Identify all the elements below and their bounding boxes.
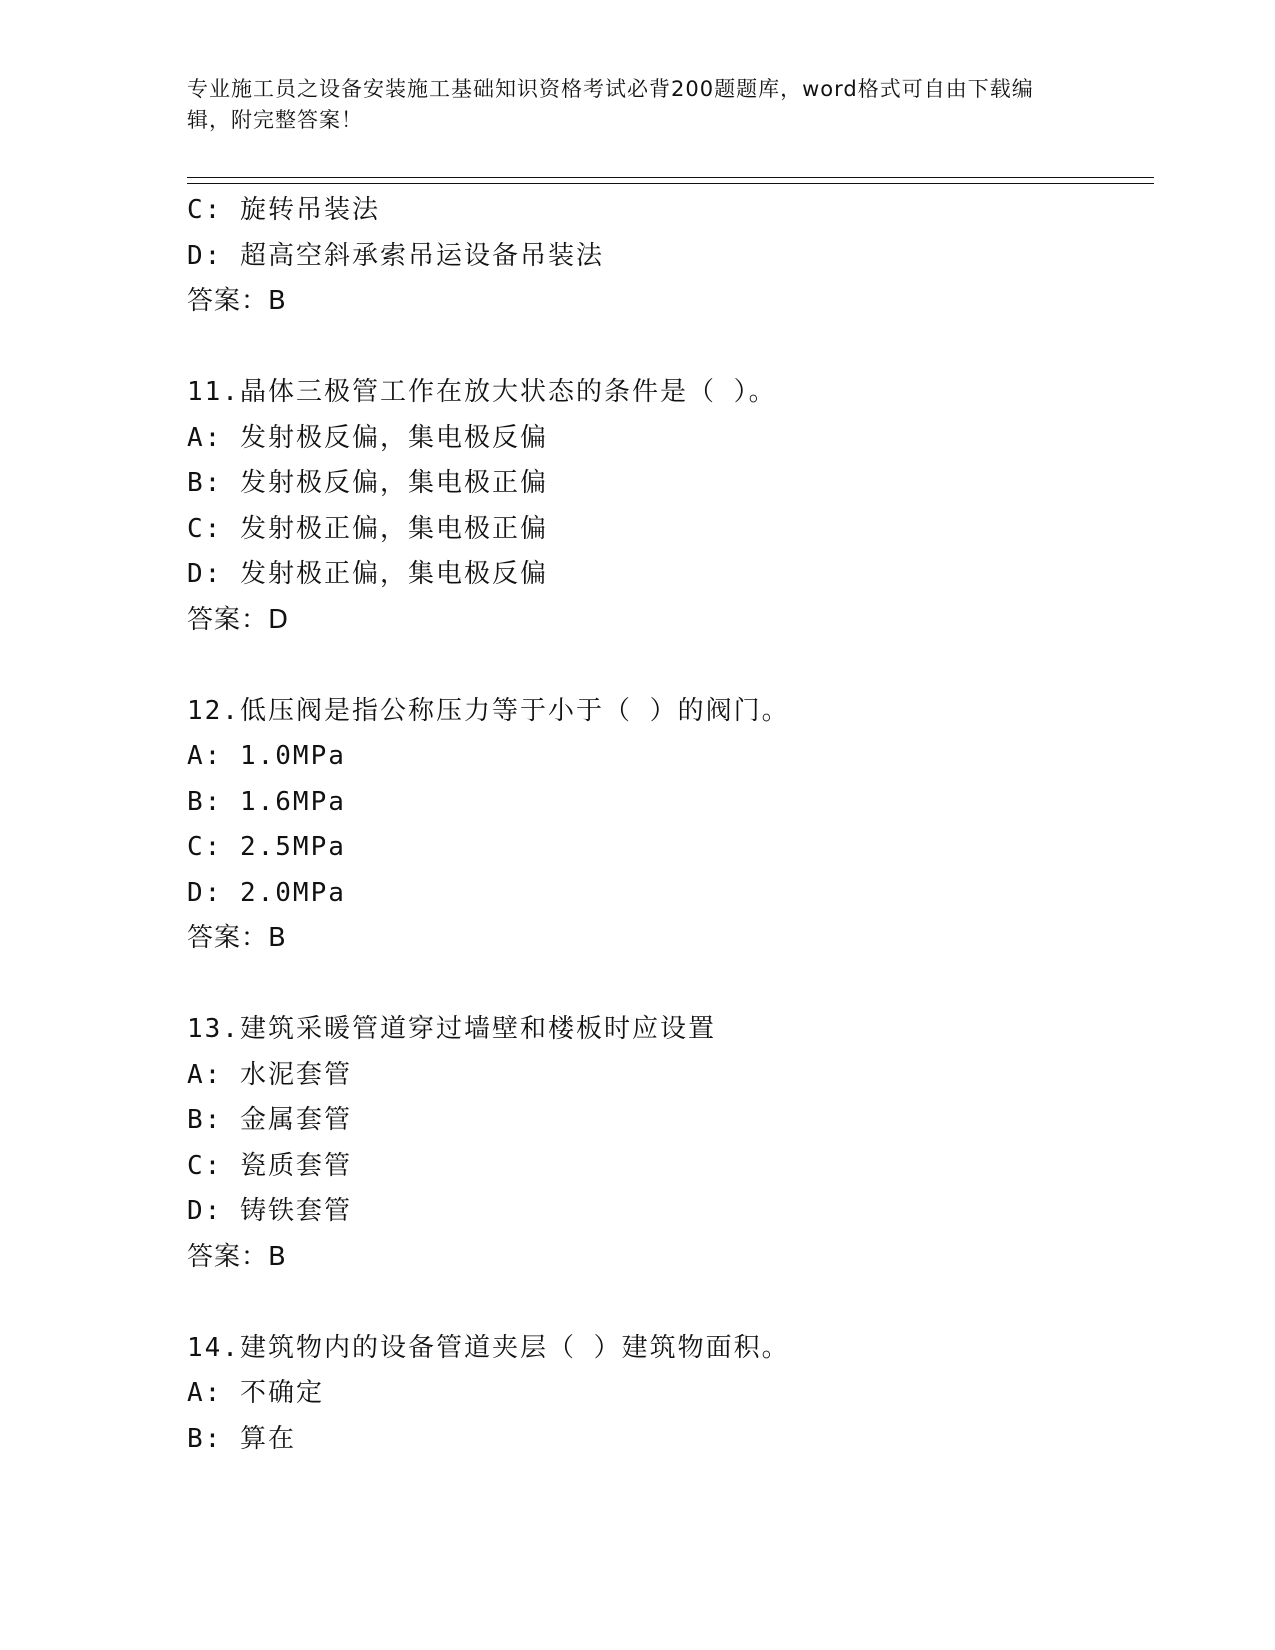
option-c: C: 发射极正偏，集电极正偏 <box>187 513 548 544</box>
spacer <box>187 1280 1147 1326</box>
option-c: C: 旋转吊装法 <box>187 195 380 225</box>
question-block-14 <box>187 1326 1147 1463</box>
spacer <box>187 643 1147 689</box>
option-d: D: 铸铁套管 <box>187 1196 352 1226</box>
header-divider-top <box>187 177 1154 178</box>
option-c: C: 2.5MPa <box>187 832 346 862</box>
question-list <box>187 188 1147 1462</box>
option-a: A: 水泥套管 <box>187 1059 352 1090</box>
document-header: 专业施工员之设备安装施工基础知识资格考试必背200题题库，word格式可自由下载编辑，附完整答案！ <box>187 77 1034 132</box>
option-c: C: 瓷质套管 <box>187 1150 352 1181</box>
question-block-11 <box>187 370 1147 643</box>
question-text: 13.建筑采暖管道穿过墙壁和楼板时应设置 <box>187 1014 716 1044</box>
answer-line: 答案：B <box>187 286 287 316</box>
answer-line: 答案：B <box>187 923 287 953</box>
question-block-continued <box>187 188 1147 325</box>
option-d: D: 超高空斜承索吊运设备吊装法 <box>187 240 604 271</box>
option-d: D: 发射极正偏，集电极反偏 <box>187 559 548 589</box>
option-b: B: 1.6MPa <box>187 786 346 817</box>
question-text: 11.晶体三极管工作在放大状态的条件是（ ）。 <box>187 377 777 407</box>
option-b: B: 发射极反偏，集电极正偏 <box>187 468 548 498</box>
option-b: B: 金属套管 <box>187 1105 352 1135</box>
spacer <box>187 962 1147 1008</box>
option-a: A: 1.0MPa <box>187 741 346 771</box>
question-block-12 <box>187 689 1147 962</box>
question-text: 14.建筑物内的设备管道夹层（ ）建筑物面积。 <box>187 1332 790 1363</box>
answer-line: 答案：D <box>187 604 290 635</box>
question-block-13 <box>187 1007 1147 1280</box>
option-a: A: 发射极反偏，集电极反偏 <box>187 422 548 453</box>
question-text: 12.低压阀是指公称压力等于小于（ ）的阀门。 <box>187 695 790 726</box>
option-d: D: 2.0MPa <box>187 877 346 908</box>
header-divider-bottom <box>187 183 1154 184</box>
option-a: A: 不确定 <box>187 1378 324 1408</box>
option-b: B: 算在 <box>187 1423 296 1454</box>
answer-line: 答案：B <box>187 1241 287 1272</box>
spacer <box>187 325 1147 371</box>
